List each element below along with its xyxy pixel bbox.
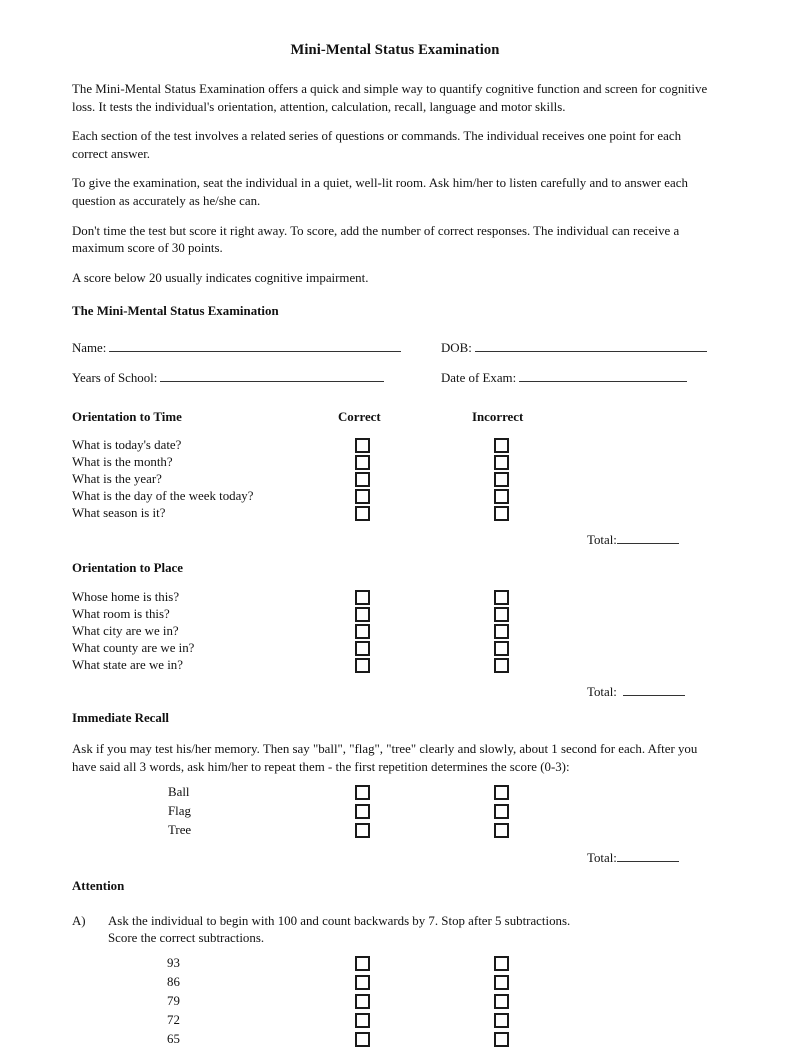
checkbox-incorrect[interactable] [494,590,509,605]
checkbox-incorrect[interactable] [494,658,509,673]
question-label: Ball [168,784,190,799]
total-input[interactable] [617,850,679,862]
question-label: 86 [167,974,180,989]
checkbox-incorrect[interactable] [494,489,509,504]
question-row [72,471,718,488]
question-label: What state are we in? [72,658,183,673]
question-row [72,589,718,606]
question-row [72,954,718,973]
years-of-school-input[interactable] [160,370,384,382]
total-row-immediate-recall [72,850,718,870]
question-row [72,802,718,821]
checkbox-correct[interactable] [355,658,370,673]
checkbox-correct[interactable] [355,785,370,800]
question-label: What is today's date? [72,438,182,453]
checkbox-incorrect[interactable] [494,823,509,838]
name-field[interactable] [72,340,401,356]
total-input[interactable] [623,684,685,696]
attention-instructions-line2: Score the correct subtractions. [108,931,265,946]
question-row [72,783,718,802]
checkbox-incorrect[interactable] [494,506,509,521]
patient-school-row [72,370,718,392]
column-header-correct: Correct [338,410,381,425]
question-label: Flag [168,803,191,818]
question-row [72,657,718,674]
checkbox-incorrect[interactable] [494,455,509,470]
question-row [72,640,718,657]
exam-date-input[interactable] [519,370,687,382]
checkbox-correct[interactable] [355,804,370,819]
question-label: 72 [167,1012,180,1027]
patient-name-row [72,340,718,362]
checkbox-incorrect[interactable] [494,804,509,819]
total-field[interactable] [587,684,685,700]
dob-label: DOB: [441,341,472,356]
name-input[interactable] [109,340,401,352]
question-label: 79 [167,993,180,1008]
question-row [72,973,718,992]
checkbox-correct[interactable] [355,455,370,470]
checkbox-correct[interactable] [355,975,370,990]
intro-paragraph-3: To give the examination, seat the individual in a quiet, well-lit room. Ask him/her to listen carefully and to answer each question as accurately as he/she can. [72,176,688,208]
checkbox-incorrect[interactable] [494,975,509,990]
section-header-attention: Attention [72,878,125,893]
attention-item-a [72,913,718,948]
question-label: Tree [168,822,192,837]
checkbox-incorrect[interactable] [494,438,509,453]
checkbox-correct[interactable] [355,1013,370,1028]
checkbox-correct[interactable] [355,1032,370,1047]
total-label: Total: [587,533,617,548]
checkbox-incorrect[interactable] [494,607,509,622]
immediate-recall-instructions: Ask if you may test his/her memory. Then say "ball", "flag", "tree" clearly and slowly, about 1 second for each. After you have said all 3 words, ask him/her to repeat them - the first repetition determines the score (0-3): [72,742,698,774]
question-row [72,454,718,471]
years-of-school-label: Years of School: [72,371,158,386]
checkbox-incorrect[interactable] [494,624,509,639]
checkbox-correct[interactable] [355,590,370,605]
intro-paragraph-1: The Mini-Mental Status Examination offers a quick and simple way to quantify cognitive function and screen for cognitive loss. It tests the individual's orientation, attention, calculation, recall, language and motor skills. [72,82,708,114]
total-label: Total: [587,685,617,700]
question-list-orientation-place [72,589,718,674]
page-title: Mini-Mental Status Examination [290,42,500,58]
checkbox-correct[interactable] [355,624,370,639]
checkbox-correct[interactable] [355,489,370,504]
checkbox-incorrect[interactable] [494,1013,509,1028]
question-label: What is the year? [72,472,162,487]
column-header-incorrect: Incorrect [472,410,524,425]
section-header-immediate-recall: Immediate Recall [72,711,170,726]
question-row [72,992,718,1011]
question-row [72,437,718,454]
checkbox-incorrect[interactable] [494,785,509,800]
question-label: What season is it? [72,506,166,521]
form-heading: The Mini-Mental Status Examination [72,304,279,319]
name-label: Name: [72,341,107,356]
checkbox-incorrect[interactable] [494,472,509,487]
checkbox-correct[interactable] [355,607,370,622]
question-row [72,821,718,840]
total-label: Total: [587,850,617,865]
question-label: Whose home is this? [72,590,180,605]
checkbox-incorrect[interactable] [494,641,509,656]
checkbox-correct[interactable] [355,641,370,656]
checkbox-incorrect[interactable] [494,956,509,971]
checkbox-incorrect[interactable] [494,994,509,1009]
intro-paragraph-5: A score below 20 usually indicates cognitive impairment. [72,270,369,285]
question-list-immediate-recall [72,783,718,840]
checkbox-correct[interactable] [355,956,370,971]
question-list-orientation-time [72,437,718,522]
question-label: What city are we in? [72,624,179,639]
dob-field[interactable] [441,340,707,356]
total-row-orientation-time [72,532,718,552]
checkbox-correct[interactable] [355,506,370,521]
question-row [72,606,718,623]
section-title: Orientation to Time [72,410,182,425]
question-label: What is the month? [72,455,173,470]
checkbox-correct[interactable] [355,994,370,1009]
checkbox-correct[interactable] [355,472,370,487]
exam-date-label: Date of Exam: [441,371,517,386]
total-field[interactable] [587,850,679,866]
question-list-attention [72,954,718,1049]
section-header-orientation-time [72,410,718,429]
document-content [72,0,718,1049]
attention-instructions-line1: Ask the individual to begin with 100 and count backwards by 7. Stop after 5 subtractions. [108,913,571,928]
checkbox-incorrect[interactable] [494,1032,509,1047]
question-row [72,623,718,640]
years-of-school-field[interactable] [72,370,384,386]
question-label: 93 [167,955,180,970]
exam-date-field[interactable] [441,370,687,386]
question-row [72,1030,718,1049]
dob-input[interactable] [475,340,707,352]
intro-paragraph-4: Don't time the test but score it right away. To score, add the number of correct responses. The individual can receive a maximum score of 30 points. [72,223,680,256]
total-input[interactable] [617,532,679,544]
total-field[interactable] [587,532,679,548]
checkbox-correct[interactable] [355,438,370,453]
intro-paragraph-2: Each section of the test involves a related series of questions or commands. The individual receives one point for each correct answer. [72,129,682,161]
question-row [72,505,718,522]
item-letter: A) [72,913,86,928]
question-row [72,488,718,505]
question-label: What county are we in? [72,641,195,656]
question-label: What room is this? [72,607,170,622]
section-header-orientation-place: Orientation to Place [72,561,183,576]
question-row [72,1011,718,1030]
question-label: What is the day of the week today? [72,489,254,504]
checkbox-correct[interactable] [355,823,370,838]
total-row-orientation-place [72,684,718,704]
question-label: 65 [167,1031,180,1046]
